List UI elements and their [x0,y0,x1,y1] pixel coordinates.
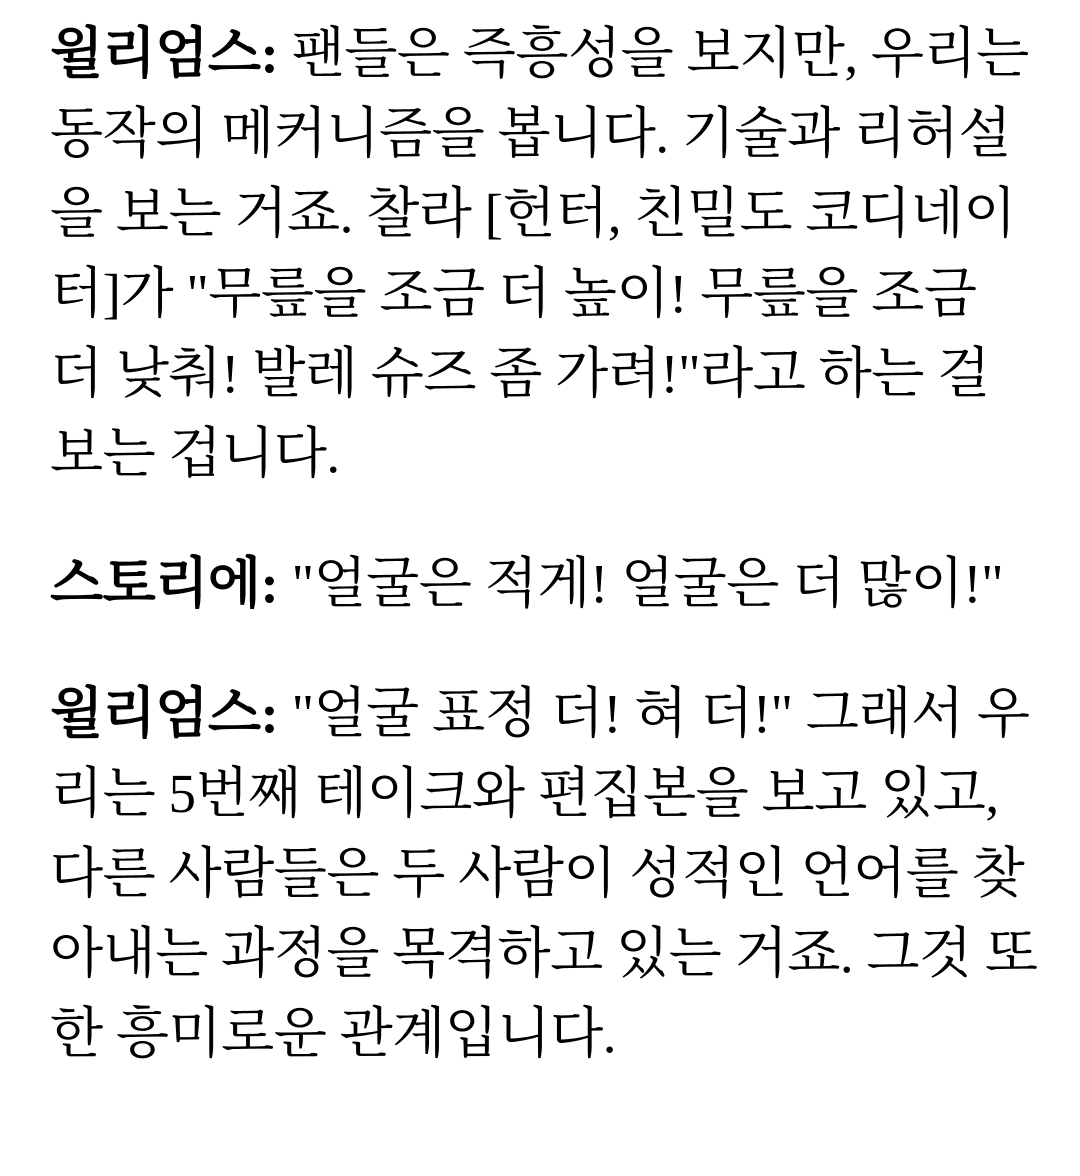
speaker-name: 윌리엄스: [50,683,279,744]
speaker-name: 윌리엄스: [50,23,279,84]
paragraph-text: 팬들은 즉흥성을 보지만, 우리는 동작의 메커니즘을 봅니다. 기술과 리허설을 보는 거죠. 찰라 [헌터, 친밀도 코디네이터]가 "무릎을 조금 더 높이! 무릎을 조금 더 낮춰! 발레 슈즈 좀 가려!"라고 하는 걸 보는 겁니다. [50,23,1029,484]
paragraph [50,674,1040,1074]
paragraph [50,14,1040,494]
paragraph-text: "얼굴은 적게! 얼굴은 더 많이!" [278,553,1004,614]
speaker-name: 스토리에: [50,553,279,614]
paragraph [50,544,1040,624]
paragraph-text: "얼굴 표정 더! 혀 더!" 그래서 우리는 5번째 테이크와 편집본을 보고 있고, 다른 사람들은 두 사람이 성적인 언어를 찾아내는 과정을 목격하고 있는 거죠. 그것 또한 흥미로운 관계입니다. [50,683,1038,1064]
